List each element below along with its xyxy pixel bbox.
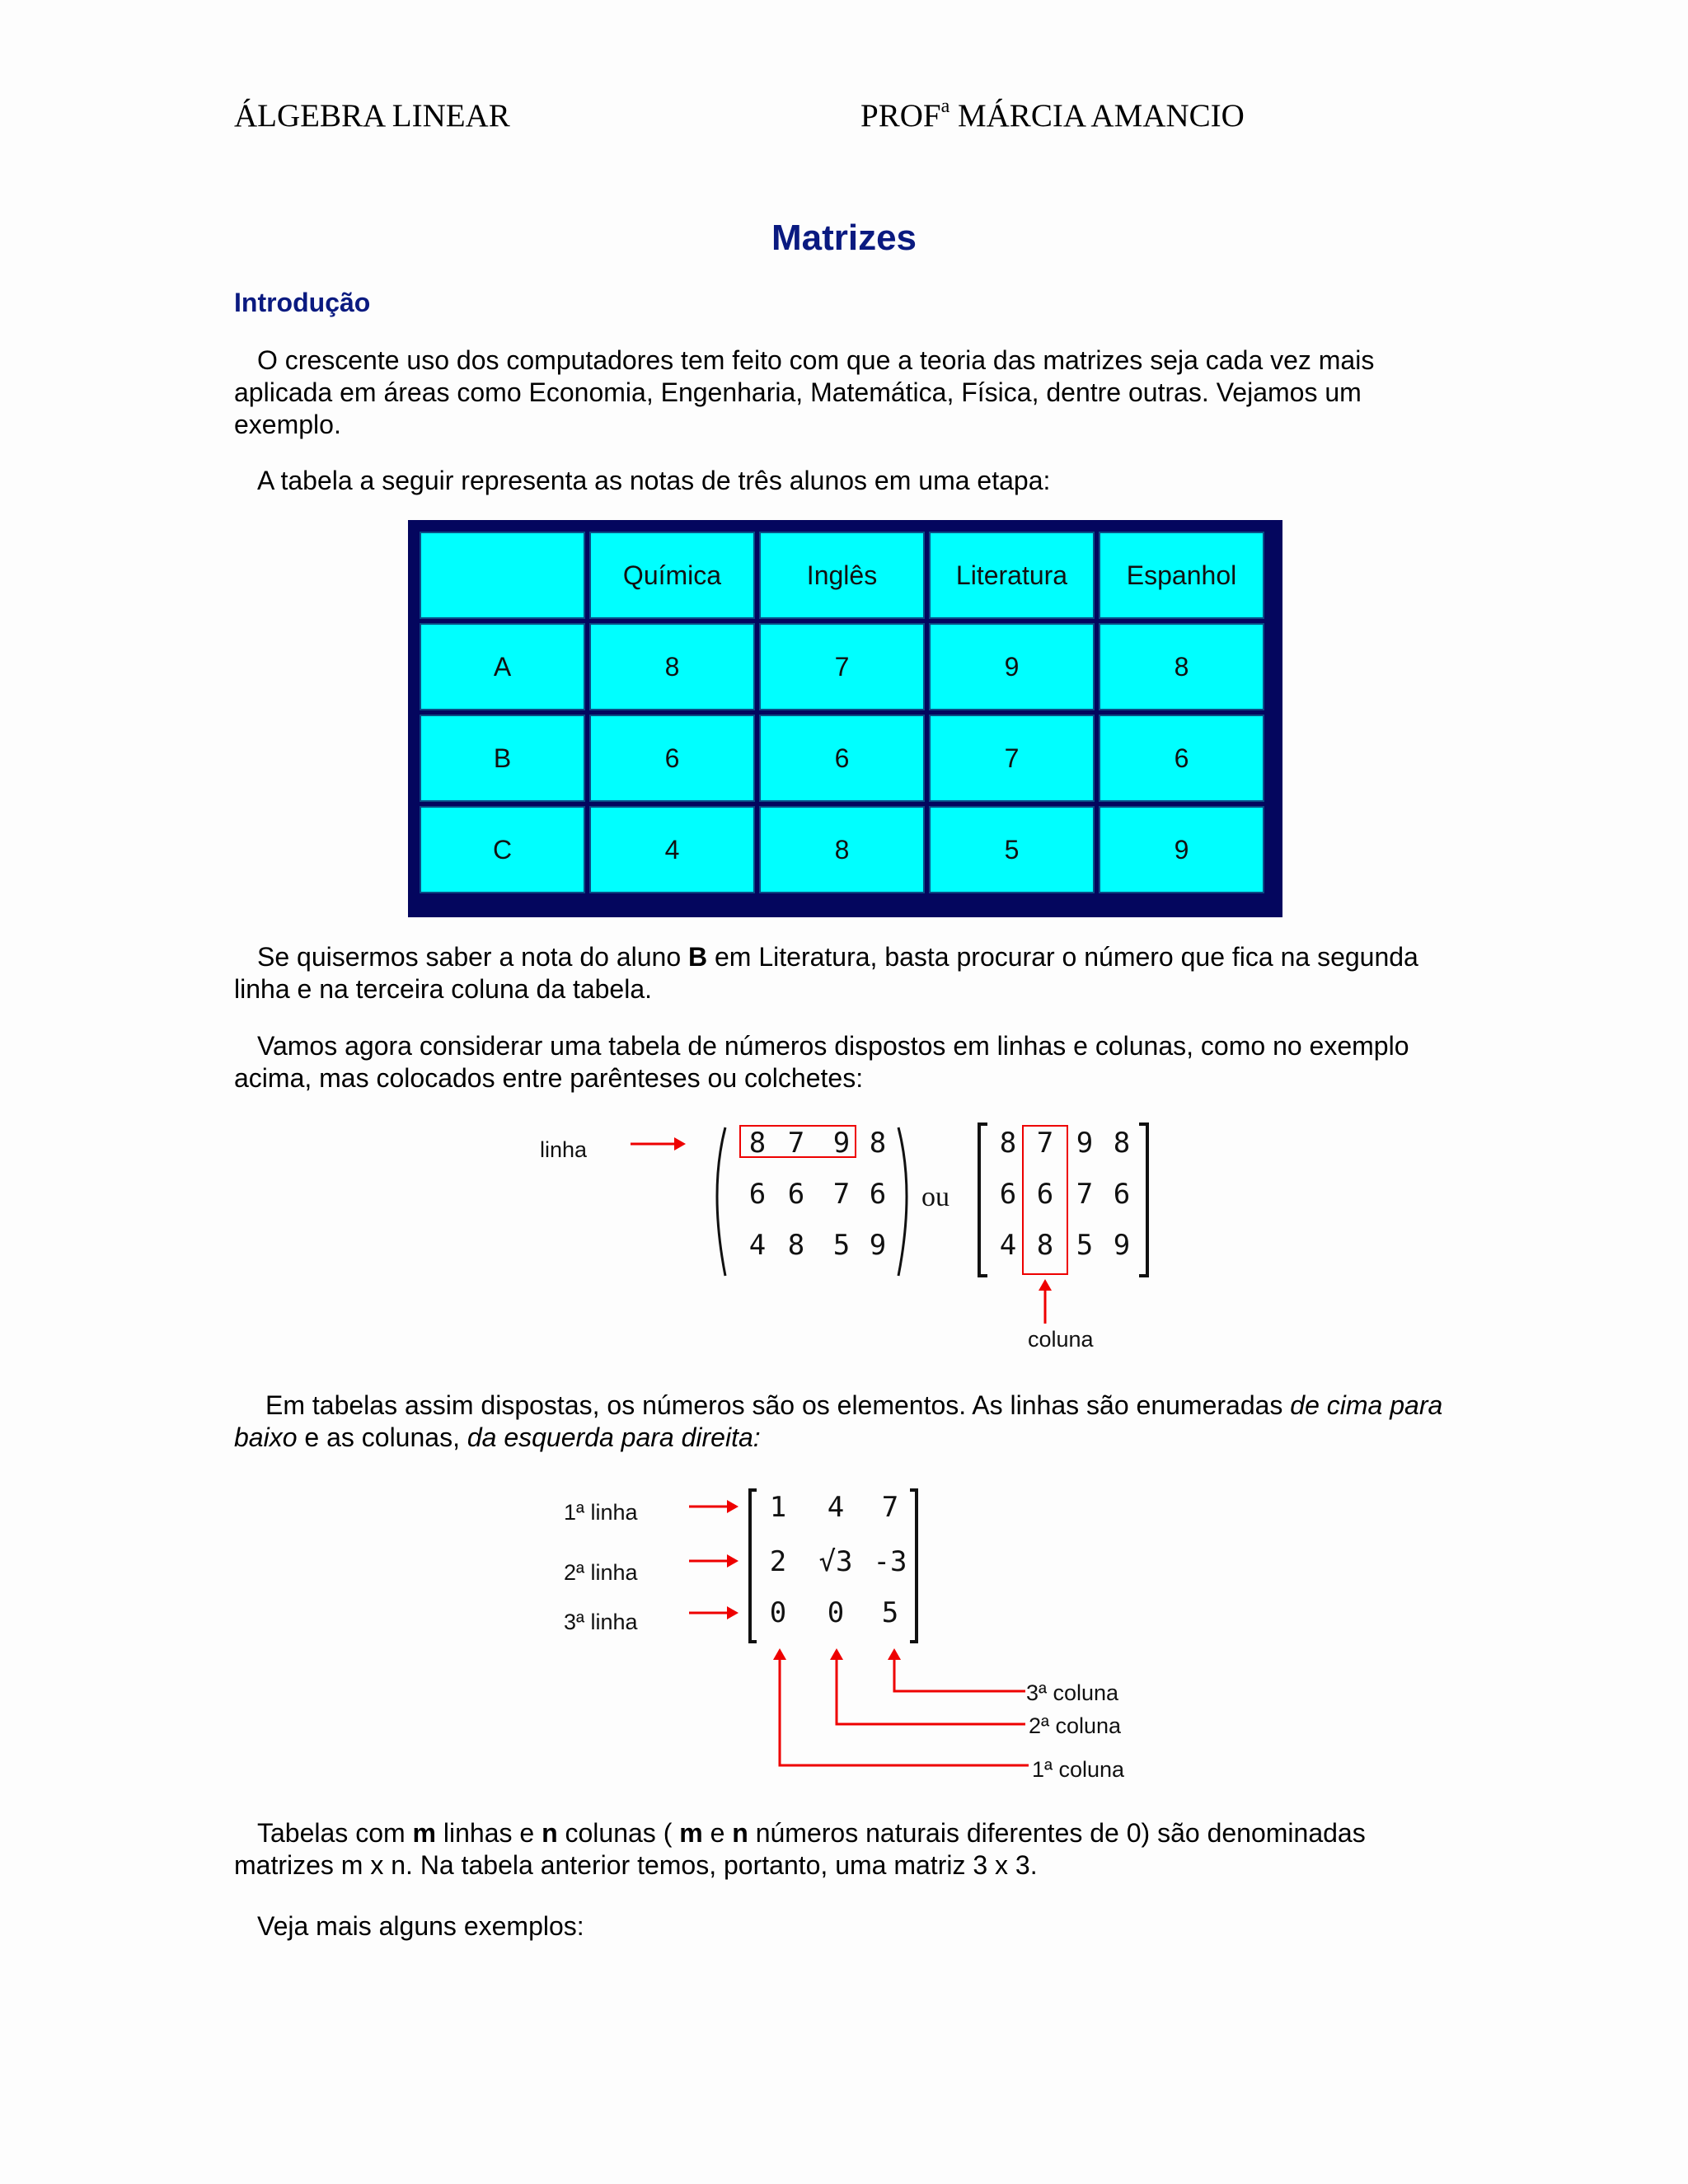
fig1-bracket-matrix-cell: 8 [999,1127,1017,1160]
grades-cell: B [420,715,585,802]
fig1-col-arrow-head [1039,1279,1052,1291]
fig1-paren-matrix-cell: 8 [748,1127,767,1160]
fig1-bracket-matrix-cell: 6 [1113,1178,1131,1211]
fig1-bracket-matrix-cell: 9 [1113,1229,1131,1262]
fig1-paren-matrix-cell: 6 [787,1178,805,1211]
header-right-prefix: PROF [860,98,941,134]
grades-cell: 7 [759,623,925,710]
grades-cell: 8 [1099,623,1264,710]
paragraph-ordering-mid: e as colunas, [297,1422,467,1452]
grades-row [420,806,1264,893]
fig2-matrix-cell: 4 [827,1491,845,1524]
fig1-col-label: coluna [1028,1327,1094,1352]
fig2-left-bracket [750,1490,757,1642]
fig1-paren-matrix-cell: 5 [832,1229,851,1262]
fig1-left-paren [717,1127,725,1276]
grades-cell: 7 [929,715,1095,802]
fig1-bracket-matrix-cell: 5 [1076,1229,1094,1262]
def-e: números naturais diferentes de 0) são denominadas matrizes m x n. Na tabela anterior temos, portanto, uma matriz 3 x 3. [234,1818,1366,1880]
fig1-bracket-matrix-cell: 9 [1076,1127,1094,1160]
fig1-or-label: ou [921,1182,950,1212]
grades-cell: C [420,806,585,893]
fig1-row-label: linha [540,1137,588,1162]
paragraph-intro-text: O crescente uso dos computadores tem feito com que a teoria das matrizes seja cada vez mais aplicada em áreas como Economia, Engenharia, Matemática, Física, dentre outras. Vejamos um exemplo. [234,345,1375,439]
fig1-paren-matrix-cell: 7 [832,1178,851,1211]
section-heading: Introdução [234,288,371,317]
fig1-bracket-matrix-cell: 8 [1036,1229,1054,1262]
fig2-col-label: 3ª coluna [1026,1680,1119,1705]
grades-header-cell: Literatura [929,532,1095,619]
fig2-matrix-cell: -3 [873,1545,907,1578]
def-d: e [702,1818,733,1848]
fig2-row-arrow-head [727,1554,738,1568]
paragraph-lookup-bold: B [688,942,708,972]
header-right-suffix: MÁRCIA AMANCIO [950,98,1245,134]
def-m1: m [412,1818,436,1848]
fig1-right-bracket [1139,1124,1147,1276]
fig1-bracket-matrix-cell: 7 [1036,1127,1054,1160]
paragraph-more-examples [234,1910,1454,1943]
grades-row [420,623,1264,710]
header-right-sup: a [940,96,950,117]
grades-header-cell [420,532,585,619]
fig1-paren-matrix-cell: 6 [869,1178,887,1211]
paragraph-ordering-italic-1: de cima para baixo [234,1390,1443,1452]
fig1-bracket-matrix-cell: 6 [999,1178,1017,1211]
grades-cell: 6 [589,715,755,802]
fig1-right-paren [898,1127,907,1276]
paragraph-lookup-pre: Se quisermos saber a nota do aluno [257,942,688,972]
paragraph-matrix-intro-text: Vamos agora considerar uma tabela de números dispostos em linhas e colunas, como no exemplo acima, mas colocados entre parênteses ou colchetes: [234,1031,1409,1093]
grades-cell: 6 [759,715,925,802]
fig2-col-label: 1ª coluna [1032,1757,1125,1782]
fig1-paren-matrix-cell: 7 [787,1127,805,1160]
grades-header-cell: Espanhol [1099,532,1264,619]
grades-cell: 9 [1099,806,1264,893]
paragraph-lookup-post: em Literatura, basta procurar o número que fica na segunda linha e na terceira coluna da tabela. [234,942,1418,1004]
grades-header-row [420,532,1264,619]
fig1-bracket-matrix-cell: 6 [1036,1178,1054,1211]
grades-header-cell: Inglês [759,532,925,619]
fig2-col-arrow-head [773,1648,786,1660]
fig1-paren-matrix-cell: 6 [748,1178,767,1211]
grades-cell: 8 [589,623,755,710]
fig1-paren-matrix-cell: 4 [748,1229,767,1262]
paragraph-table-intro [234,465,1454,497]
fig2-row-arrow-head [727,1606,738,1619]
grades-table-frame [408,520,1282,917]
paragraph-ordering-pre: Em tabelas assim dispostas, os números são os elementos. As linhas são enumeradas [265,1390,1291,1420]
fig2-matrix-cell: 2 [769,1545,787,1578]
paragraph-more-examples-text: Veja mais alguns exemplos: [257,1911,584,1941]
fig1-bracket-matrix-cell: 4 [999,1229,1017,1262]
paragraph-lookup [234,941,1454,1005]
fig2-col-arrow-head [830,1648,843,1660]
fig1-graphics [626,1121,1203,1352]
grades-table [415,527,1268,898]
paragraph-matrix-intro [234,1030,1454,1094]
fig1-paren-matrix-cell: 9 [869,1229,887,1262]
fig2-col-arrow-line [780,1658,1029,1765]
grades-cell: 5 [929,806,1095,893]
fig2-row-label: 3ª linha [564,1610,638,1634]
fig2-row-label: 1ª linha [564,1500,638,1525]
fig2-matrix-cell: 0 [769,1596,787,1629]
fig2-col-label: 2ª coluna [1029,1713,1122,1738]
header-left: ÁLGEBRA LINEAR [234,98,510,134]
fig2-matrix-cell: 0 [827,1596,845,1629]
fig1-left-bracket [979,1124,987,1276]
def-n1: n [542,1818,558,1848]
fig1-bracket-matrix-cell: 7 [1076,1178,1094,1211]
fig2-col-arrow-line [894,1658,1025,1691]
fig2-row-label: 2ª linha [564,1560,638,1585]
fig2-matrix-cell: 7 [881,1491,899,1524]
def-b: linhas e [435,1818,542,1848]
fig1-paren-matrix-cell: 8 [787,1229,805,1262]
def-n2: n [732,1818,748,1848]
def-a: Tabelas com [257,1818,413,1848]
grades-cell: 6 [1099,715,1264,802]
grades-cell: A [420,623,585,710]
fig2-graphics [684,1483,1146,1780]
grades-cell: 9 [929,623,1095,710]
fig1-paren-matrix-cell: 8 [869,1127,887,1160]
grades-cell: 8 [759,806,925,893]
def-c: colunas ( [557,1818,680,1848]
grades-header-cell: Química [589,532,755,619]
fig1-paren-matrix-cell: 9 [832,1127,851,1160]
header-right [860,97,1245,134]
fig2-col-arrow-head [888,1648,901,1660]
fig2-row-arrow-head [727,1500,738,1513]
def-m2: m [679,1818,703,1848]
grades-cell: 4 [589,806,755,893]
fig1-row-arrow-head [674,1137,686,1151]
paragraph-table-intro-text: A tabela a seguir representa as notas de três alunos em uma etapa: [257,466,1051,495]
fig1-bracket-matrix-cell: 8 [1113,1127,1131,1160]
fig2-matrix-cell: 1 [769,1491,787,1524]
paragraph-ordering [234,1390,1454,1454]
paragraph-ordering-italic-2: da esquerda para direita: [467,1422,761,1452]
fig2-matrix-cell: 5 [881,1596,899,1629]
fig2-matrix-cell: √3 [818,1545,853,1578]
paragraph-intro [234,344,1454,441]
page-title: Matrizes [771,218,917,258]
grades-row [420,715,1264,802]
fig2-right-bracket [910,1490,917,1642]
paragraph-definition [234,1817,1454,1882]
